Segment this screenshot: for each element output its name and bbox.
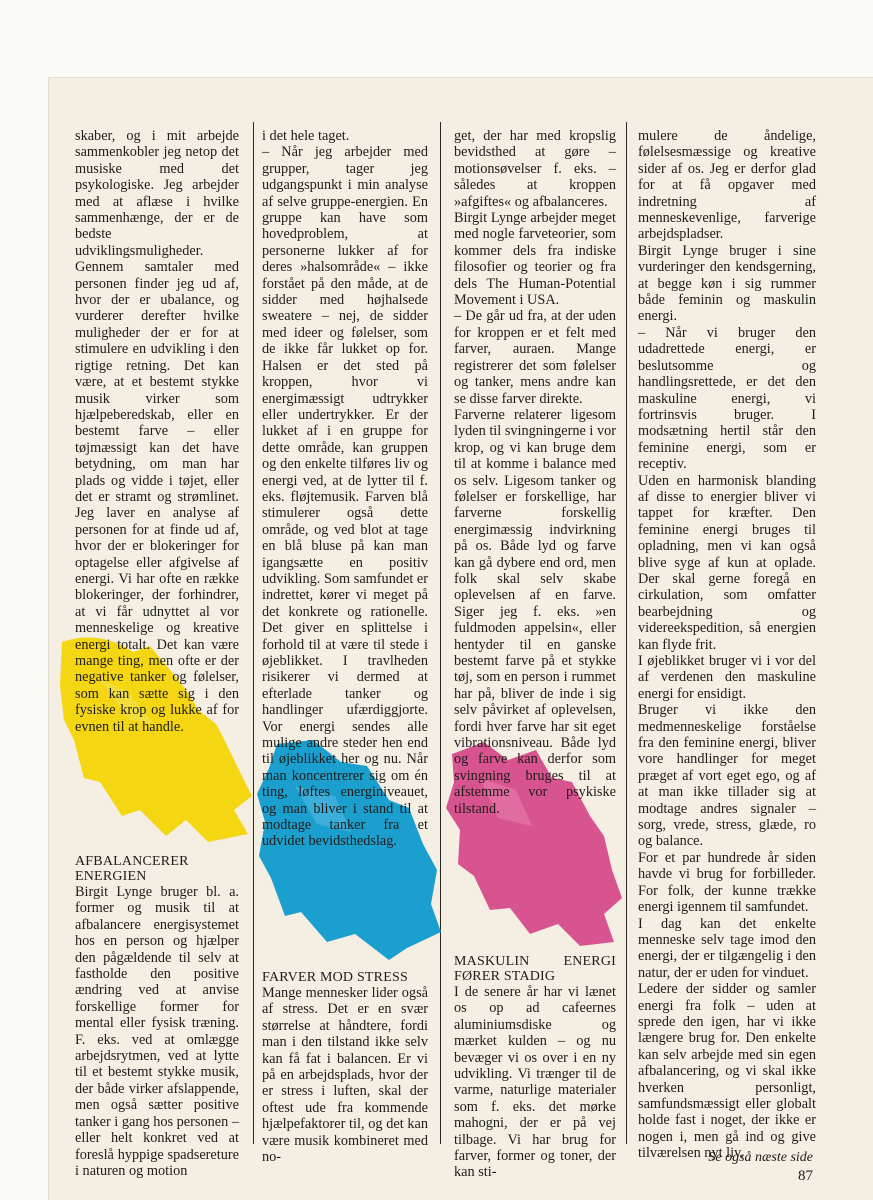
- article-column-3: [454, 128, 616, 817]
- column-2-body: i det hele taget. – Når jeg arbejder med grupper, tager jeg udgangspunkt i min analyse af selve gruppe-energien. En gruppe kan have som hovedproblem, at personerne lukker af for deres »halsområde« – ikke forstået på den måde, at de sidder med højhalsede sweatere – nej, de sidder med ideer og følelser, som de ikke får lukket op for. Halsen er det sted på kroppen, hvor vi energimæssigt udtrykker eller undertrykker. Er der lukket af i en gruppe for dette område, kan gruppen og den enkelte tilføres liv og energi ved, at de lytter til f. eks. fløjtemusik. Farven blå stimulerer også dette område, og ved blot at tage en blå bluse på kan man igangsætte en positiv udvikling. Som samfundet er indrettet, kører vi meget på det konkrete og rationelle. Det giver en splittelse i forhold til at være til stede i øjeblikket. I travlheden risikerer vi dermed at efterlade tanker og handlinger ufærdiggjorte. Vor energi sendes alle mulige andre steder hen end til øjeblikket her og nu. Når man koncentrerer sig om én ting, løftes energiniveauet, og man bliver i stand til at modtage tanker fra et udvidet bevidsthedslag.: [262, 128, 428, 850]
- page-number: 87: [798, 1168, 813, 1184]
- column-rule: [440, 122, 441, 1144]
- article-column-3-lower: [454, 954, 616, 1181]
- column-1-body: skaber, og i mit arbejde sammenkobler jeg netop det musiske med det psykologiske. Jeg arbejder med at aflæse i hvilke sammenhænge, der er de bedste udviklingsmuligheder. Gennem samtaler med personen finder jeg ud af, hvor der er ubalance, og vurderer derefter hvilke muligheder der er for at stimulere en udvikling i den rigtige retning. Det kan være, at et bestemt stykke musik virker som hjælpeberedskab, eller en bestemt farve – eller tøjmæssigt kan det have betydning, om man har plads og vidde i tøjet, eller det er stramt og strømlinet. Jeg laver en analyse af personen for at finde ud af, hvor der er blokeringer for optagelse eller afgivelse af energi. Vi har ofte en række blokeringer, der forhindrer, at vi får udnyttet al vor menneskelige og kreative energi totalt. Det kan være mange ting, men ofte er der negative tanker og følelser, som kan sætte sig i den fysiske krop og lukke af for evnen til at handle.: [75, 128, 239, 735]
- article-column-1: [75, 128, 239, 735]
- article-column-1-lower: [75, 854, 239, 1179]
- article-column-2: [262, 128, 428, 850]
- section-heading-farver-mod-stress: FARVER MOD STRESS: [262, 970, 408, 985]
- section-heading-maskulin-energi: MASKULIN ENERGI FØRER STADIG: [454, 954, 616, 984]
- article-column-4: [638, 128, 816, 1162]
- article-column-2-lower: [262, 970, 428, 1165]
- section-heading-afbalancerer: AFBALANCERER ENERGIEN: [75, 854, 189, 884]
- column-1-body-2: Birgit Lynge bruger bl. a. former og musik til at afbalancere energisystemet hos en person og hjælper den pågældende til selv at fastholde den positive ændring ved at anvise forskellige former for mental eller fysisk træning. F. eks. ved at omlægge arbejdsrytmen, ved at lytte til et bestemt stykke musik, der både virker afslappende, men også sætter positive tanker i gang hos personen – eller helt konkret ved at foreslå hyppige spadsereture i naturen og motion: [75, 884, 239, 1179]
- column-3-body-2: I de senere år har vi lænet os op ad cafeernes aluminiumsdiske og mærket kulden – og nu bevæger vi os over i en ny udvikling. Vi trænger til de varme, naturlige materialer som f. eks. det mørke mahogni, der er på vej tilbage. Vi har brug for farver, former og toner, der kan sti-: [454, 984, 616, 1181]
- column-2-body-2: Mange mennesker lider også af stress. Det er en svær størrelse at håndtere, fordi man i den tilstand ikke selv kan få fat i balancen. Er vi på en arbejdsplads, hvor der er stress i luften, skal der oftest ude fra kommende hjælpefaktorer til, og det kan være musik kombineret med no-: [262, 985, 428, 1166]
- see-also-note: Se også næste side: [708, 1150, 813, 1165]
- column-4-body: mulere de åndelige, følelsesmæssige og kreative sider af os. Jeg er derfor glad for at få opgaver med indretning af menneskevenlige, farverige arbejdspladser. Birgit Lynge bruger i sine vurderinger den kendsgerning, at begge køn i sig rummer både feminin og maskulin energi. – Når vi bruger den udadrettede energi, er beslutsomme og handlingsrettede, er det den maskuline energi, vi fortrinsvis bruger. I modsætning hertil står den feminine energi, som er receptiv. Uden en harmonisk blanding af disse to energier bliver vi tappet for kræfter. Den feminine energi bruges til opladning, men vi kan også blive syge af kun at oplade. Der skal gerne foregå en cirkulation, som omfatter bearbejdning og videreekspedition, så energien kan flyde frit. I øjeblikket bruger vi i vor del af verdenen den maskuline energi for ensidigt. Bruger vi ikke den medmenneskelige forståelse fra den feminine energi, bliver vore handlinger for meget præget af vort eget ego, og af at man ikke tillader sig at modtage andres signaler – sorg, vrede, stress, glæde, ro og balance. For et par hundrede år siden havde vi brug for forbilleder. For folk, der kunne trække energi igennem til samfundet. I dag kan det enkelte menneske selv tage imod den energi, der er tilgængelig i den natur, der er uden for vinduet. Ledere der sidder og samler energi fra folk – uden at sprede den igen, har vi ikke længere brug for. Den enkelte kan selv arbejde med sin egen afbalancering, og vi skal ikke hverken personligt, samfundsmæssigt eller globalt holde fast i noget, der ikke er nogen i, men gå ind og give tilværelsen nyt liv.: [638, 128, 816, 1162]
- column-rule: [626, 122, 627, 1144]
- column-3-body: get, der har med kropslig bevidsthed at gøre – motionsøvelser f. eks. – således at kroppen »afgiftes« og afbalanceres. Birgit Lynge arbejder meget med nogle farveteorier, som kommer dels fra indiske filosofier og teorier og fra dels The Human-Potential Movement i USA. – De går ud fra, at der uden for kroppen er et felt med farver, auraen. Mange registrerer det som følelser og tanker, mens andre kan se disse farver direkte. Farverne relaterer ligesom lyden til svingningerne i vor krop, og vi kan bruge dem til at komme i balance med os selv. Ligesom tanker og følelser er forskellige, har farverne forskellig energimæssig indvirkning på os. Både lyd og farve kan gå dybere end ord, men folk skal selv skabe oplevelsen af en farve. Siger jeg f. eks. »en fuldmoden appelsin«, eller hentyder til en ganske bestemt farve på et stykke tøj, som en person i rummet har på, bliver de inde i sig selv påvirket af oplevelsen, fordi hver farve har sit eget vibrationsniveau. Både lyd og farve kan derfor som svingning bruges til at afstemme vor psykiske tilstand.: [454, 128, 617, 817]
